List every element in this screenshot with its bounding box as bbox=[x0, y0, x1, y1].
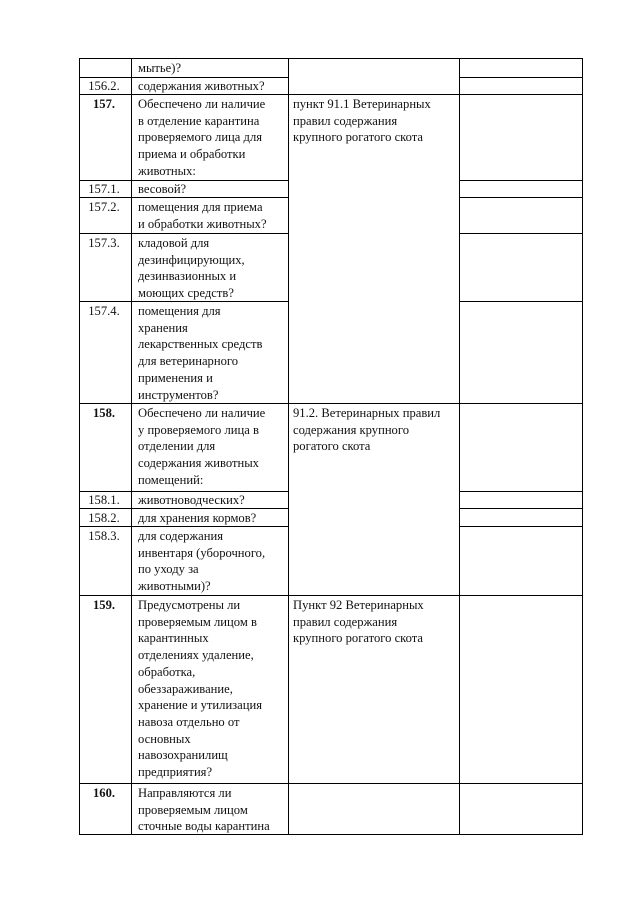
item-number: 158. bbox=[92, 406, 116, 420]
row-line bbox=[79, 233, 289, 234]
item-number: 157.3. bbox=[88, 236, 120, 250]
result-line bbox=[459, 77, 583, 78]
question-text: кладовой для дезинфицирующих, дезинвазионных и моющих средств? bbox=[138, 236, 245, 301]
legal-reference: 91.2. Ветеринарных правил содержания крупного рогатого скота bbox=[293, 406, 441, 454]
question-text: для содержания инвентаря (уборочного, по уходу за животными)? bbox=[138, 529, 266, 594]
result-line bbox=[459, 508, 583, 509]
item-number: 156.2. bbox=[88, 79, 120, 93]
question-text: Предусмотрены ли проверяемым лицом в карантинных отделениях удаление, обработка, обеззараживание, хранение и утилизация навоза отдельно от основных навозохранилищ предприятия? bbox=[138, 598, 263, 780]
result-line bbox=[459, 403, 583, 404]
result-line bbox=[459, 783, 583, 784]
result-line bbox=[459, 180, 583, 181]
result-line bbox=[459, 233, 583, 234]
question-text: мытье)? bbox=[138, 61, 182, 75]
column-divider-num bbox=[131, 58, 132, 835]
question-text: Обеспечено ли наличие у проверяемого лица в отделении для содержания животных помещений: bbox=[138, 406, 266, 487]
row-line bbox=[79, 595, 289, 596]
table-border-left bbox=[79, 58, 80, 835]
result-line bbox=[459, 834, 583, 835]
item-number: 158.3. bbox=[88, 529, 120, 543]
item-number: 159. bbox=[92, 598, 116, 612]
item-number: 160. bbox=[92, 786, 116, 800]
question-text: помещения для хранения лекарственных средств для ветеринарного применения и инструментов? bbox=[138, 304, 263, 402]
question-text: помещения для приема и обработки животных? bbox=[138, 200, 267, 231]
ref-line bbox=[288, 94, 460, 95]
ref-line bbox=[288, 403, 460, 404]
ref-line bbox=[288, 595, 460, 596]
question-text: Направляются ли проверяемым лицом сточные воды карантина bbox=[138, 786, 270, 834]
result-line bbox=[459, 526, 583, 527]
item-number: 158.2. bbox=[88, 511, 120, 525]
ref-line bbox=[288, 58, 460, 59]
row-line bbox=[79, 783, 289, 784]
question-text: для хранения кормов? bbox=[138, 511, 257, 525]
legal-reference: пункт 91.1 Ветеринарных правил содержания крупного рогатого скота bbox=[293, 97, 431, 145]
result-border-right bbox=[582, 58, 583, 835]
result-line bbox=[459, 595, 583, 596]
result-line bbox=[459, 301, 583, 302]
item-number: 157.4. bbox=[88, 304, 120, 318]
question-text: весовой? bbox=[138, 182, 187, 196]
question-text: животноводческих? bbox=[138, 493, 245, 507]
result-line bbox=[459, 491, 583, 492]
result-line bbox=[459, 58, 583, 59]
question-text: Обеспечено ли наличие в отделение карантина проверяемого лица для приема и обработки животных: bbox=[138, 97, 266, 178]
item-number: 157.2. bbox=[88, 200, 120, 214]
item-number: 157.1. bbox=[88, 182, 120, 196]
item-number: 158.1. bbox=[88, 493, 120, 507]
ref-line bbox=[288, 783, 460, 784]
result-line bbox=[459, 197, 583, 198]
row-line bbox=[79, 58, 289, 59]
legal-reference: Пункт 92 Ветеринарных правил содержания крупного рогатого скота bbox=[293, 598, 424, 646]
result-line bbox=[459, 94, 583, 95]
ref-line bbox=[288, 834, 460, 835]
column-divider-question bbox=[288, 58, 289, 835]
result-border-left bbox=[459, 58, 460, 835]
item-number: 157. bbox=[92, 97, 116, 111]
question-text: содержания животных? bbox=[138, 79, 265, 93]
